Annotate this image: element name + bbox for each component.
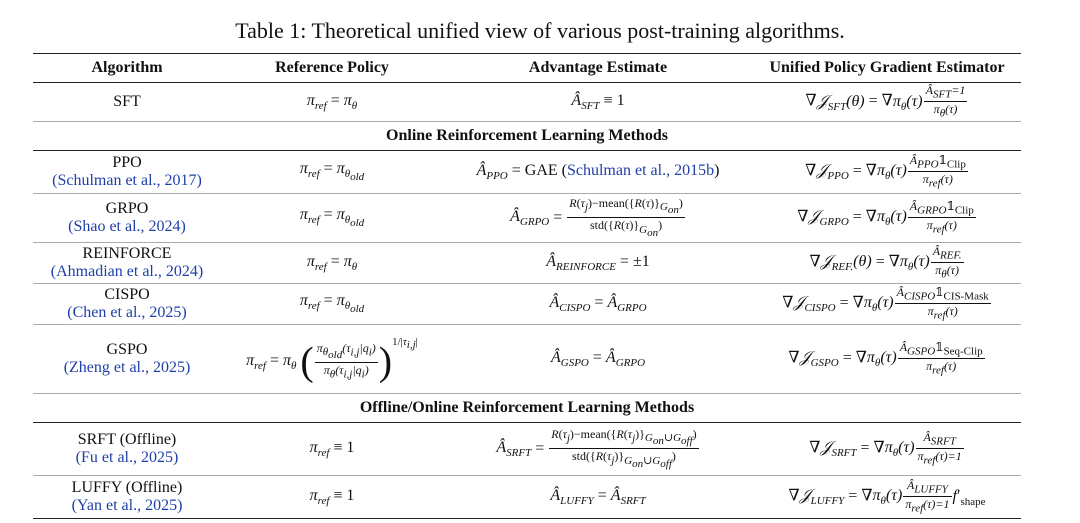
table-row-gspo: [33, 324, 1021, 393]
header-algorithm: Algorithm: [33, 54, 221, 83]
table-row-grpo: [33, 193, 1021, 242]
algorithm-name: REINFORCE (Ahmadian et al., 2024): [33, 242, 221, 283]
gradient-formula: ∇𝒥$_{REF.}$(θ) = $\nabla\pi_\theta(\tau)$ $\frac{Â_{REF.}}{\pi_\theta(\tau)}$: [753, 242, 1021, 283]
advantage-formula: $Â_{GSPO}$ = $Â_{GRPO}$: [443, 324, 753, 393]
algorithm-name: GSPO (Zheng et al., 2025): [33, 324, 221, 393]
algorithm-name: LUFFY (Offline) (Yan et al., 2025): [33, 475, 221, 518]
reference-policy-formula: $\pi_{ref} \equiv 1$: [221, 475, 443, 518]
table-row-sft: [33, 83, 1021, 122]
table-row-reinforce: [33, 242, 1021, 283]
advantage-formula: $Â_{PPO}$ = GAE (Schulman et al., 2015b): [443, 150, 753, 193]
table-caption: Table 1: Theoretical unified view of various post-training algorithms.: [235, 18, 845, 43]
header-reference-policy: Reference Policy: [221, 54, 443, 83]
advantage-formula: $Â_{SRFT}$ = $\frac{R(\tau_j)-mean(\{R(\tau_j)\}_{G_{on}\cup G_{off}})}{std(\{R(\tau_j)\}_{G_{on}\cup G_{off}})}$: [443, 422, 753, 475]
gradient-formula: ∇𝒥$_{SRFT}$ = $\nabla\pi_\theta(\tau)$ $\frac{Â_{SRFT}}{\pi_{ref}(\tau)=1}$: [753, 422, 1021, 475]
table-row-srft: [33, 422, 1021, 475]
reference-policy-formula: $\pi_{ref} = \pi_\theta$: [221, 242, 443, 283]
header-advantage-estimate: Advantage Estimate: [443, 54, 753, 83]
advantage-formula: $Â_{LUFFY}$ = $Â_{SRFT}$: [443, 475, 753, 518]
advantage-formula: $Â_{CISPO}$ = $Â_{GRPO}$: [443, 283, 753, 324]
gradient-formula: ∇𝒥$_{CISPO}$ = $\nabla\pi_\theta(\tau)$ $\frac{Â_{CISPO}𝟙_{CIS-Mask}}{\pi_{ref}(\tau)}$: [753, 283, 1021, 324]
reference-policy-formula: $\pi_{ref} = \pi_\theta$ ( $\frac{\pi_{\theta_{old}}(\tau_{i,j}|q_i)}{\pi_\theta(\tau_{i,j}|q_i)}$ )$^{1/|\tau_{i,j}|}$: [221, 324, 443, 393]
advantage-formula: $Â_{REINFORCE} = \pm 1$: [443, 242, 753, 283]
reference-policy-formula: $\pi_{ref} \equiv 1$: [221, 422, 443, 475]
algorithm-name: PPO (Schulman et al., 2017): [33, 150, 221, 193]
section-heading-online: Online Reinforcement Learning Methods: [33, 121, 1021, 150]
citation-link[interactable]: (Yan et al., 2025): [71, 496, 183, 514]
citation-link[interactable]: Schulman et al., 2015b: [566, 161, 715, 179]
reference-policy-formula: $\pi_{ref} = \pi_{\theta_{old}}$: [221, 193, 443, 242]
gradient-formula: ∇𝒥$_{PPO}$ = $\nabla\pi_\theta(\tau)$ $\frac{Â_{PPO}𝟙_{Clip}}{\pi_{ref}(\tau)}$: [753, 150, 1021, 193]
reference-policy-formula: $\pi_{ref} = \pi_\theta$: [221, 83, 443, 122]
algorithm-name: GRPO (Shao et al., 2024): [33, 193, 221, 242]
header-gradient-estimator: Unified Policy Gradient Estimator: [753, 54, 1021, 83]
gradient-formula: ∇𝒥$_{SFT}$(θ) = $\nabla\pi_\theta(\tau)$ $\frac{Â_{SFT}=1}{\pi_\theta(\tau)}$: [753, 83, 1021, 122]
citation-link[interactable]: (Shao et al., 2024): [68, 217, 186, 235]
gradient-formula: ∇𝒥$_{GRPO}$ = $\nabla\pi_\theta(\tau)$ $\frac{Â_{GRPO}𝟙_{Clip}}{\pi_{ref}(\tau)}$: [753, 193, 1021, 242]
algorithm-name: CISPO (Chen et al., 2025): [33, 283, 221, 324]
table-header-row: [33, 54, 1021, 83]
advantage-formula: $Â_{SFT} \equiv 1$: [443, 83, 753, 122]
table-row-luffy: [33, 475, 1021, 518]
gradient-formula: ∇𝒥$_{GSPO}$ = $\nabla\pi_\theta(\tau)$ $\frac{Â_{GSPO}𝟙_{Seq-Clip}}{\pi_{ref}(\tau)}$: [753, 324, 1021, 393]
citation-link[interactable]: (Zheng et al., 2025): [63, 358, 191, 376]
reference-policy-formula: $\pi_{ref} = \pi_{\theta_{old}}$: [221, 283, 443, 324]
citation-link[interactable]: (Ahmadian et al., 2024): [50, 262, 204, 280]
table-row-ppo: [33, 150, 1021, 193]
reference-policy-formula: $\pi_{ref} = \pi_{\theta_{old}}$: [221, 150, 443, 193]
algorithm-name: SRFT (Offline) (Fu et al., 2025): [33, 422, 221, 475]
algorithms-table: [33, 53, 1021, 519]
algorithm-name: SFT: [33, 83, 221, 122]
gradient-formula: ∇𝒥$_{LUFFY}$ = $\nabla\pi_\theta(\tau)$ $\frac{Â_{LUFFY}}{\pi_{ref}(\tau)=1}$ $f'_{shape}$: [753, 475, 1021, 518]
citation-link[interactable]: (Chen et al., 2025): [67, 303, 187, 321]
citation-link[interactable]: (Schulman et al., 2017): [52, 171, 202, 189]
table-row-cispo: [33, 283, 1021, 324]
advantage-formula: $Â_{GRPO}$ = $\frac{R(\tau_j)-mean(\{R(\tau)\}_{G_{on}})}{std(\{R(\tau)\}_{G_{on}})}$: [443, 193, 753, 242]
citation-link[interactable]: (Fu et al., 2025): [75, 448, 179, 466]
section-heading-offline-online: Offline/Online Reinforcement Learning Methods: [33, 393, 1021, 422]
